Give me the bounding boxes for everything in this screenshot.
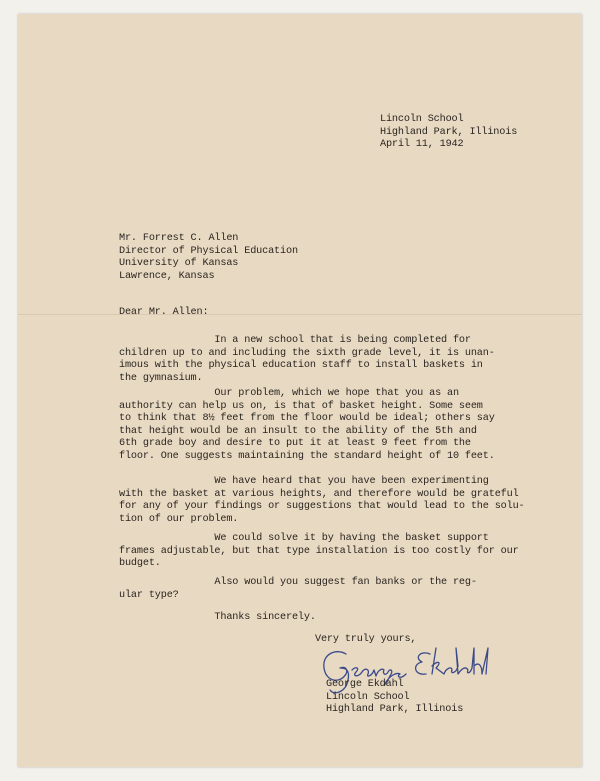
salutation: Dear Mr. Allen: [119,307,209,318]
body-line: the gymnasium. [119,372,203,384]
body-line: with the basket at various heights, and therefore would be grateful [119,488,519,500]
body-paragraph-4 [119,533,519,571]
inside-address [119,233,298,283]
heading-school: Lincoln School [380,114,464,125]
heading-city: Highland Park, Illinois [380,126,518,138]
body-line: Our problem, which we hope that you as an [119,388,459,399]
body-line: In a new school that is being completed for [119,335,471,346]
body-paragraph-1 [119,335,495,385]
body-line: ular type? [119,589,179,601]
body-line: Also would you suggest fan banks or the reg- [119,577,477,588]
recipient-name: Mr. Forrest C. Allen [119,233,239,244]
body-line: frames adjustable, but that type installation is too costly for our [119,545,519,557]
signer-school: Lincoln School [326,691,410,703]
signer-city: Highland Park, Illinois [326,704,464,716]
paper-fold-line [18,314,582,315]
heading-date: April 11, 1942 [380,139,464,151]
letter-page [18,14,582,767]
body-paragraph-2 [119,388,495,464]
body-line: to think that 8½ feet from the floor would be ideal; others say [119,413,495,425]
body-paragraph-6: Thanks sincerely. [119,612,316,623]
body-line: authority can help us on, is that of basket height. Some seem [119,400,483,412]
body-line: imous with the physical education staff to install baskets in [119,360,483,372]
body-line: budget. [119,558,161,570]
recipient-institution: University of Kansas [119,258,239,270]
recipient-city: Lawrence, Kansas [119,270,215,282]
body-line: floor. One suggests maintaining the standard height of 10 feet. [119,450,495,462]
body-line: We have heard that you have been experimenting [119,476,489,487]
body-line: children up to and including the sixth grade level, it is unan- [119,347,495,359]
body-line: tion of our problem. [119,513,239,525]
recipient-title: Director of Physical Education [119,245,298,257]
body-paragraph-3 [119,476,525,526]
body-line: that height would be an insult to the ability of the 5th and [119,425,477,437]
letterhead-block [380,114,517,152]
body-line: We could solve it by having the basket support [119,533,489,544]
complimentary-closing: Very truly yours, [315,634,417,645]
signer-name: George Ekdahl [326,679,404,690]
body-line: 6th grade boy and desire to put it at least 9 feet from the [119,438,471,450]
signature-block [326,679,463,717]
body-line: for any of your findings or suggestions that would lead to the solu- [119,501,525,513]
body-paragraph-5 [119,577,477,602]
